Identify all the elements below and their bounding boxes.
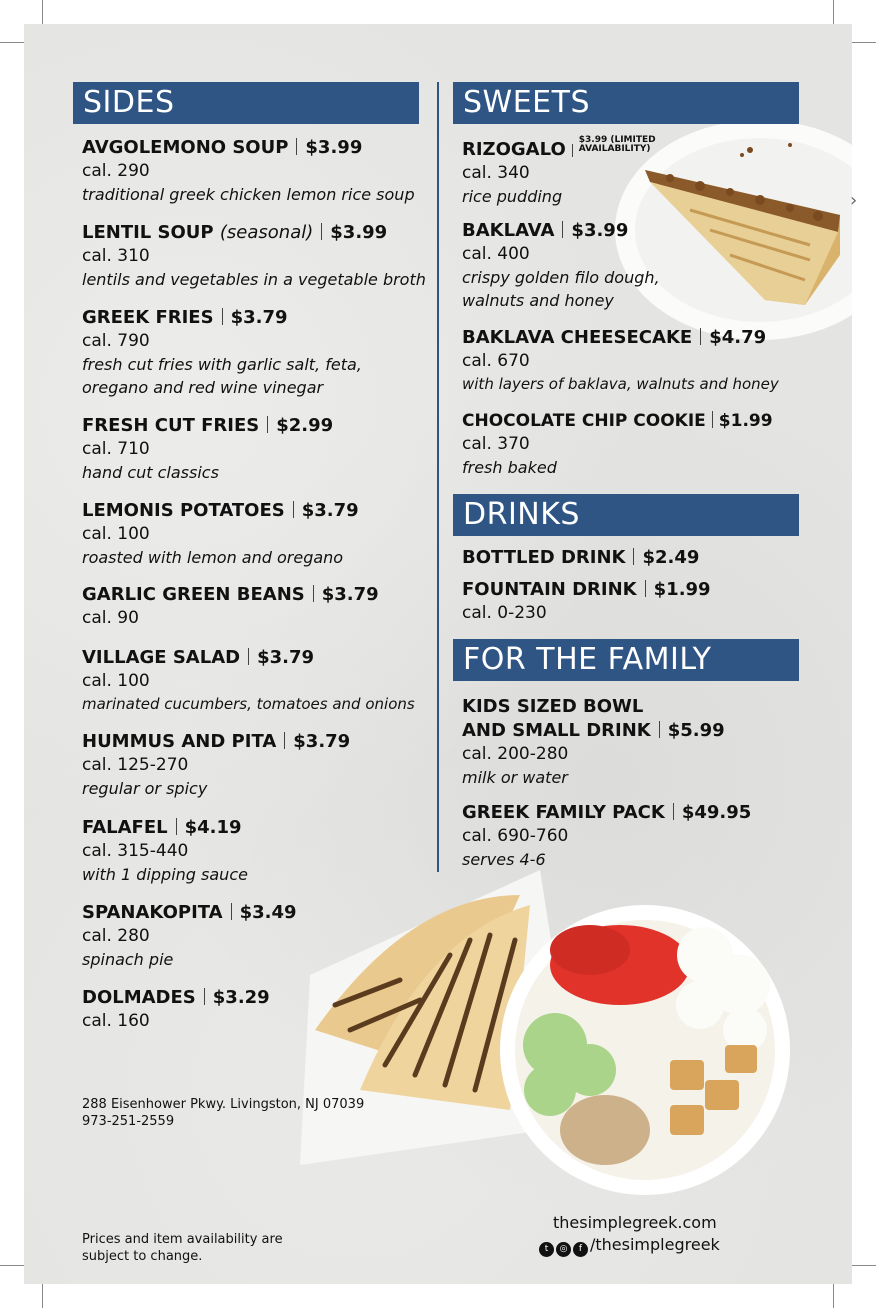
item-calories: cal. 790: [82, 331, 150, 351]
disclaimer-line1: Prices and item availability are: [82, 1232, 283, 1247]
item-price: $3.79: [257, 647, 315, 668]
item-description: with layers of baklava, walnuts and honey: [462, 375, 779, 393]
item-description: crispy golden filo dough,: [462, 268, 660, 287]
menu-item-garlic-green-beans: [82, 583, 379, 630]
item-price: $2.49: [642, 547, 700, 568]
menu-item-lentil-soup: [82, 221, 426, 291]
item-price: $1.99: [718, 411, 773, 431]
item-price: $3.79: [230, 307, 288, 328]
menu-item-bottled-drink: [462, 546, 699, 570]
menu-item-greek-family-pack: [462, 801, 751, 871]
menu-item-spanakopita: [82, 901, 297, 971]
menu-item-chocolate-chip-cookie: [462, 409, 773, 479]
crop-mark: [42, 1284, 43, 1308]
disclaimer: [82, 1231, 283, 1265]
item-name: GARLIC GREEN BEANS: [82, 584, 305, 605]
item-calories: cal. 160: [82, 1011, 150, 1031]
item-price: $49.95: [681, 802, 752, 823]
menu-item-greek-fries: [82, 306, 362, 399]
item-description-line2: oregano and red wine vinegar: [82, 378, 324, 397]
item-calories: cal. 310: [82, 246, 150, 266]
item-name: HUMMUS AND PITA: [82, 731, 277, 752]
menu-item-kids-sized-bowl: [462, 695, 725, 789]
phone-number: 973-251-2559: [82, 1114, 175, 1129]
item-description: hand cut classics: [82, 463, 219, 482]
menu-item-lemonis-potatoes: [82, 499, 359, 569]
item-calories: cal. 340: [462, 163, 530, 183]
item-price: $3.99: [571, 220, 629, 241]
item-note: (seasonal): [219, 222, 314, 243]
item-price: $3.99: [305, 137, 363, 158]
address: 288 Eisenhower Pkwy. Livingston, NJ 07039: [82, 1097, 365, 1112]
family-header: FOR THE FAMILY: [453, 639, 799, 681]
item-price: $3.49: [239, 902, 297, 923]
sweets-header: SWEETS: [453, 82, 799, 124]
item-name: GREEK FRIES: [82, 307, 214, 328]
item-name: DOLMADES: [82, 987, 196, 1008]
item-name: GREEK FAMILY PACK: [462, 802, 665, 823]
menu-item-falafel: [82, 816, 248, 886]
item-name: BAKLAVA CHEESECAKE: [462, 327, 693, 348]
item-calories: cal. 710: [82, 439, 150, 459]
item-description: serves 4-6: [462, 850, 546, 869]
item-price: $3.79: [301, 500, 359, 521]
menu-item-village-salad: [82, 646, 415, 716]
item-name: AVGOLEMONO SOUP: [82, 137, 289, 158]
item-price: $4.79: [709, 327, 767, 348]
menu-item-fountain-drink: [462, 578, 711, 625]
item-calories: cal. 290: [82, 161, 150, 181]
item-calories: cal. 125-270: [82, 755, 189, 775]
crop-mark: [0, 1265, 24, 1266]
item-name: FRESH CUT FRIES: [82, 415, 260, 436]
item-price: $5.99: [667, 720, 725, 741]
item-description: roasted with lemon and oregano: [82, 548, 344, 567]
item-name: BAKLAVA: [462, 220, 555, 241]
address-block: [82, 1096, 364, 1130]
item-calories: cal. 690-760: [462, 826, 569, 846]
item-name: KIDS SIZED BOWL: [462, 696, 644, 717]
item-price: $1.99: [653, 579, 711, 600]
item-calories: cal. 100: [82, 524, 150, 544]
item-calories: cal. 370: [462, 434, 530, 454]
item-name: RIZOGALO: [462, 139, 566, 160]
item-calories: cal. 400: [462, 244, 530, 264]
item-calories: cal. 670: [462, 351, 530, 371]
item-price: $3.79: [293, 731, 351, 752]
sides-header: SIDES: [73, 82, 419, 124]
facebook-icon[interactable]: f: [573, 1242, 588, 1257]
item-name: VILLAGE SALAD: [82, 647, 241, 668]
drinks-header: DRINKS: [453, 494, 799, 536]
twitter-icon[interactable]: t: [539, 1242, 554, 1257]
item-description: milk or water: [462, 768, 568, 787]
social-handle: /thesimplegreek: [590, 1235, 720, 1254]
item-calories: cal. 200-280: [462, 744, 569, 764]
crop-mark: [852, 1265, 876, 1266]
item-description: fresh baked: [462, 458, 557, 477]
item-calories: cal. 90: [82, 608, 139, 628]
item-name: FOUNTAIN DRINK: [462, 579, 637, 600]
crop-mark: [833, 1284, 834, 1308]
item-name-line2: AND SMALL DRINK: [462, 720, 651, 741]
item-name: BOTTLED DRINK: [462, 547, 626, 568]
menu-item-rizogalo: [462, 136, 656, 208]
item-price: $2.99: [276, 415, 334, 436]
crop-mark: [0, 42, 24, 43]
item-name: SPANAKOPITA: [82, 902, 223, 923]
item-description: marinated cucumbers, tomatoes and onions: [82, 695, 415, 713]
item-calories: cal. 0-230: [462, 603, 547, 623]
item-description: with 1 dipping sauce: [82, 865, 248, 884]
item-calories: cal. 315-440: [82, 841, 189, 861]
item-name: LEMONIS POTATOES: [82, 500, 285, 521]
pita-bowl-photo: [290, 865, 810, 1205]
item-name: FALAFEL: [82, 817, 168, 838]
item-description: rice pudding: [462, 187, 563, 206]
item-calories: cal. 100: [82, 671, 150, 691]
item-description: traditional greek chicken lemon rice soup: [82, 185, 415, 204]
item-price: $3.79: [321, 584, 379, 605]
item-price: $3.99 (LIMITED AVAILABILITY): [578, 135, 656, 154]
column-divider: [437, 82, 439, 872]
item-description: regular or spicy: [82, 779, 208, 798]
website-link[interactable]: thesimplegreek.com: [553, 1213, 717, 1232]
menu-item-dolmades: [82, 986, 270, 1033]
item-name: LENTIL SOUP: [82, 222, 214, 243]
menu-item-fresh-cut-fries: [82, 414, 333, 484]
menu-item-hummus-and-pita: [82, 730, 350, 800]
instagram-icon[interactable]: ◎: [556, 1242, 571, 1257]
crop-mark: [833, 0, 834, 24]
item-description-line2: walnuts and honey: [462, 291, 614, 310]
item-price: $3.29: [212, 987, 270, 1008]
item-name: CHOCOLATE CHIP COOKIE: [462, 411, 706, 431]
item-description: lentils and vegetables in a vegetable broth: [82, 270, 426, 289]
item-description: spinach pie: [82, 950, 174, 969]
item-description: fresh cut fries with garlic salt, feta,: [82, 355, 362, 374]
item-calories: cal. 280: [82, 926, 150, 946]
disclaimer-line2: subject to change.: [82, 1249, 203, 1264]
menu-item-baklava-cheesecake: [462, 326, 779, 396]
item-price: $4.19: [184, 817, 242, 838]
menu-item-avgolemono-soup: [82, 136, 415, 206]
item-price: $3.99: [330, 222, 388, 243]
crop-mark: [852, 42, 876, 43]
crop-mark: [42, 0, 43, 24]
social-handle-row[interactable]: [539, 1235, 720, 1257]
chevron-right-icon: ›: [850, 190, 858, 211]
menu-item-baklava: [462, 219, 660, 312]
